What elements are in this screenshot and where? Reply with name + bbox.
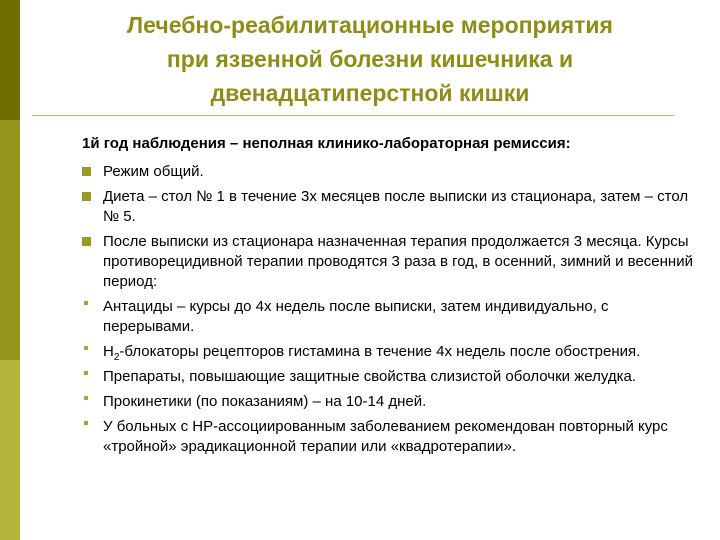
list-item-text: У больных с HP-ассоциированным заболеванием рекомендован повторный курс «тройной» эрадикационной терапии или «квадротерапии».: [103, 418, 668, 455]
small-bullet-icon: [84, 301, 88, 305]
side-bar-bottom: [0, 360, 20, 540]
list-item: [82, 297, 702, 337]
side-bar-middle: [0, 120, 20, 360]
list-item-text: Режим общий.: [103, 163, 204, 180]
list-item: [82, 342, 702, 362]
small-bullet-icon: [84, 421, 88, 425]
square-bullet-icon: [82, 192, 91, 201]
slide-body: [82, 134, 702, 462]
title-divider: [32, 115, 674, 116]
slide-title: [30, 8, 710, 110]
small-bullet-icon: [84, 371, 88, 375]
list-item: [82, 367, 702, 387]
list-item: [82, 417, 702, 457]
list-item: [82, 392, 702, 412]
title-line-1: Лечебно-реабилитационные мероприятия: [127, 12, 613, 38]
square-bullet-icon: [82, 167, 91, 176]
h2-suffix: -блокаторы рецепторов гистамина в течение 4х недель после обострения.: [119, 343, 641, 360]
list-item: [82, 187, 702, 227]
side-bar-top: [0, 0, 20, 120]
list-item-text: Прокинетики (по показаниям) – на 10-14 дней.: [103, 393, 427, 410]
list-item-text: Антациды – курсы до 4х недель после выписки, затем индивидуально, с перерывами.: [103, 298, 609, 335]
list-item-text: [103, 343, 641, 363]
title-line-3: двенадцатиперстной кишки: [210, 80, 530, 106]
small-bullet-icon: [84, 396, 88, 400]
section-subtitle: 1й год наблюдения – неполная клинико-лабораторная ремиссия:: [82, 135, 571, 152]
list-item-text: Диета – стол № 1 в течение 3х месяцев после выписки из стационара, затем – стол № 5.: [103, 188, 689, 225]
title-line-2: при язвенной болезни кишечника и: [166, 46, 574, 72]
list-item-text: Препараты, повышающие защитные свойства слизистой оболочки желудка.: [103, 368, 636, 385]
h2-prefix: H: [103, 343, 114, 360]
bullet-list: [82, 162, 702, 457]
small-bullet-icon: [84, 346, 88, 350]
h2-subscript: 2: [113, 352, 120, 363]
list-item: [82, 162, 702, 182]
square-bullet-icon: [82, 237, 91, 246]
list-item: [82, 232, 702, 292]
list-item-text: После выписки из стационара назначенная терапия продолжается 3 месяца. Курсы противорецидивной терапии проводятся 3 раза в год, в осенний, зимний и весенний период:: [103, 233, 693, 290]
